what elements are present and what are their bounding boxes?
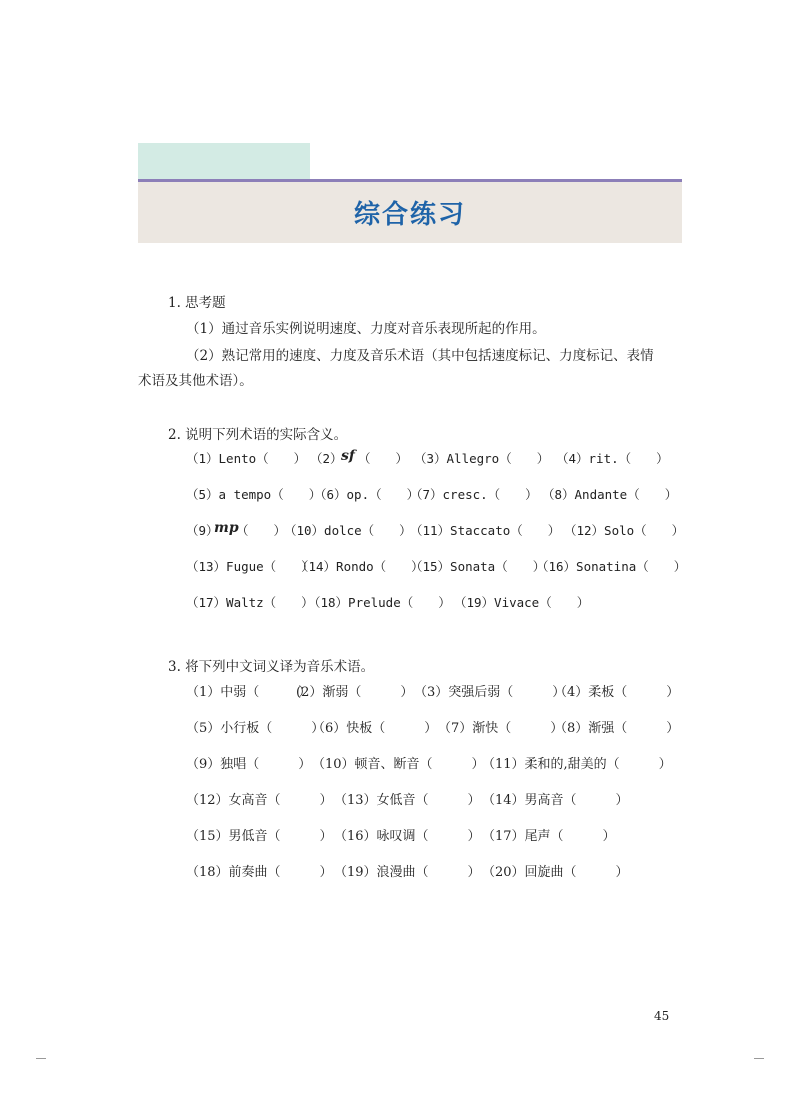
q2-item: （15）Sonata（ ） [410, 559, 546, 574]
q3-item: （12）女高音（ ） [186, 793, 333, 808]
q3-row-1 [186, 681, 686, 701]
q3-row-2 [186, 717, 686, 737]
q2-heading: 2. 说明下列术语的实际含义。 [168, 427, 348, 443]
q2-row-5 [186, 593, 686, 613]
q2-item: （4）rit.（ ） [556, 451, 669, 466]
crop-mark-right [754, 1058, 764, 1059]
q2-item: （16）Sonatina（ ） [536, 559, 687, 574]
dynamic-sf-symbol: sf [341, 448, 355, 464]
q3-item: （17）尾声（ ） [482, 829, 616, 844]
q3-item: （3）突强后弱（ ） [414, 685, 566, 700]
q1-item-1: （1）通过音乐实例说明速度、力度对音乐表现所起的作用。 [186, 321, 546, 337]
q2-item: （17）Waltz（ ） [186, 595, 314, 610]
q3-item: （4）柔板（ ） [554, 685, 680, 700]
q3-item: （15）男低音（ ） [186, 829, 333, 844]
q2-item-blank: （ ） [236, 523, 287, 538]
q2-item: （8）Andante（ ） [542, 487, 678, 502]
q3-row-6 [186, 861, 686, 881]
q3-item: （16）咏叹调（ ） [334, 829, 481, 844]
q3-item: （11）柔和的,甜美的（ ） [482, 757, 672, 772]
q1-item-2-line2: 术语及其他术语）。 [138, 373, 253, 389]
q3-row-4 [186, 789, 686, 809]
crop-mark-left [36, 1058, 46, 1059]
q2-item-prefix: （2） [310, 451, 343, 466]
q2-row-3 [186, 521, 686, 541]
q2-item: （12）Solo（ ） [564, 523, 685, 538]
q2-item-prefix: （9） [186, 523, 219, 538]
q3-heading: 3. 将下列中文词义译为音乐术语。 [168, 659, 375, 675]
q3-item: (2）渐弱（ ） [296, 685, 414, 700]
q3-item: （8）渐强（ ） [554, 721, 680, 736]
q3-item: （18）前奏曲（ ） [186, 865, 333, 880]
dynamic-mp-symbol: mp [214, 520, 239, 536]
page-number: 45 [654, 1009, 670, 1023]
q3-row-5 [186, 825, 686, 845]
q2-item: （18）Prelude（ ） [308, 595, 451, 610]
q2-item: （5）a tempo（ ） [186, 487, 322, 502]
q3-item: （19）浪漫曲（ ） [334, 865, 481, 880]
page-title: 综合练习 [353, 200, 466, 230]
q1-heading: 1. 思考题 [168, 295, 226, 311]
q2-item-blank: （ ） [358, 451, 409, 466]
q2-item: （14）Rondo（ ） [296, 559, 424, 574]
q1-item-2-line1: （2）熟记常用的速度、力度及音乐术语（其中包括速度标记、力度标记、表情 [186, 348, 654, 364]
q2-item: （1）Lento（ ） [186, 451, 307, 466]
q2-item: （13）Fugue（ ） [186, 559, 314, 574]
q3-item: （7）渐快（ ） [438, 721, 564, 736]
q3-item: （9）独唱（ ） [186, 757, 312, 772]
q3-item: （13）女低音（ ） [334, 793, 481, 808]
q2-row-4 [186, 557, 686, 577]
q3-item: （1）中弱（ ） [186, 685, 312, 700]
q2-row-1 [186, 449, 686, 469]
q3-item: （20）回旋曲（ ） [482, 865, 629, 880]
q2-item: （19）Vivace（ ） [454, 595, 590, 610]
q3-item: （14）男高音（ ） [482, 793, 629, 808]
q2-item: （3）Allegro（ ） [414, 451, 550, 466]
q3-item: （6）快板（ ） [312, 721, 438, 736]
q2-item: （10）dolce（ ） [284, 523, 412, 538]
q3-item: （5）小行板（ ） [186, 721, 325, 736]
q2-item: （11）Staccato（ ） [410, 523, 561, 538]
q2-item: （7）cresc.（ ） [410, 487, 538, 502]
q2-item: （6）op.（ ） [314, 487, 420, 502]
q2-row-2 [186, 485, 686, 505]
q3-item: （10）顿音、断音（ ） [312, 757, 485, 772]
q3-row-3 [186, 753, 686, 773]
